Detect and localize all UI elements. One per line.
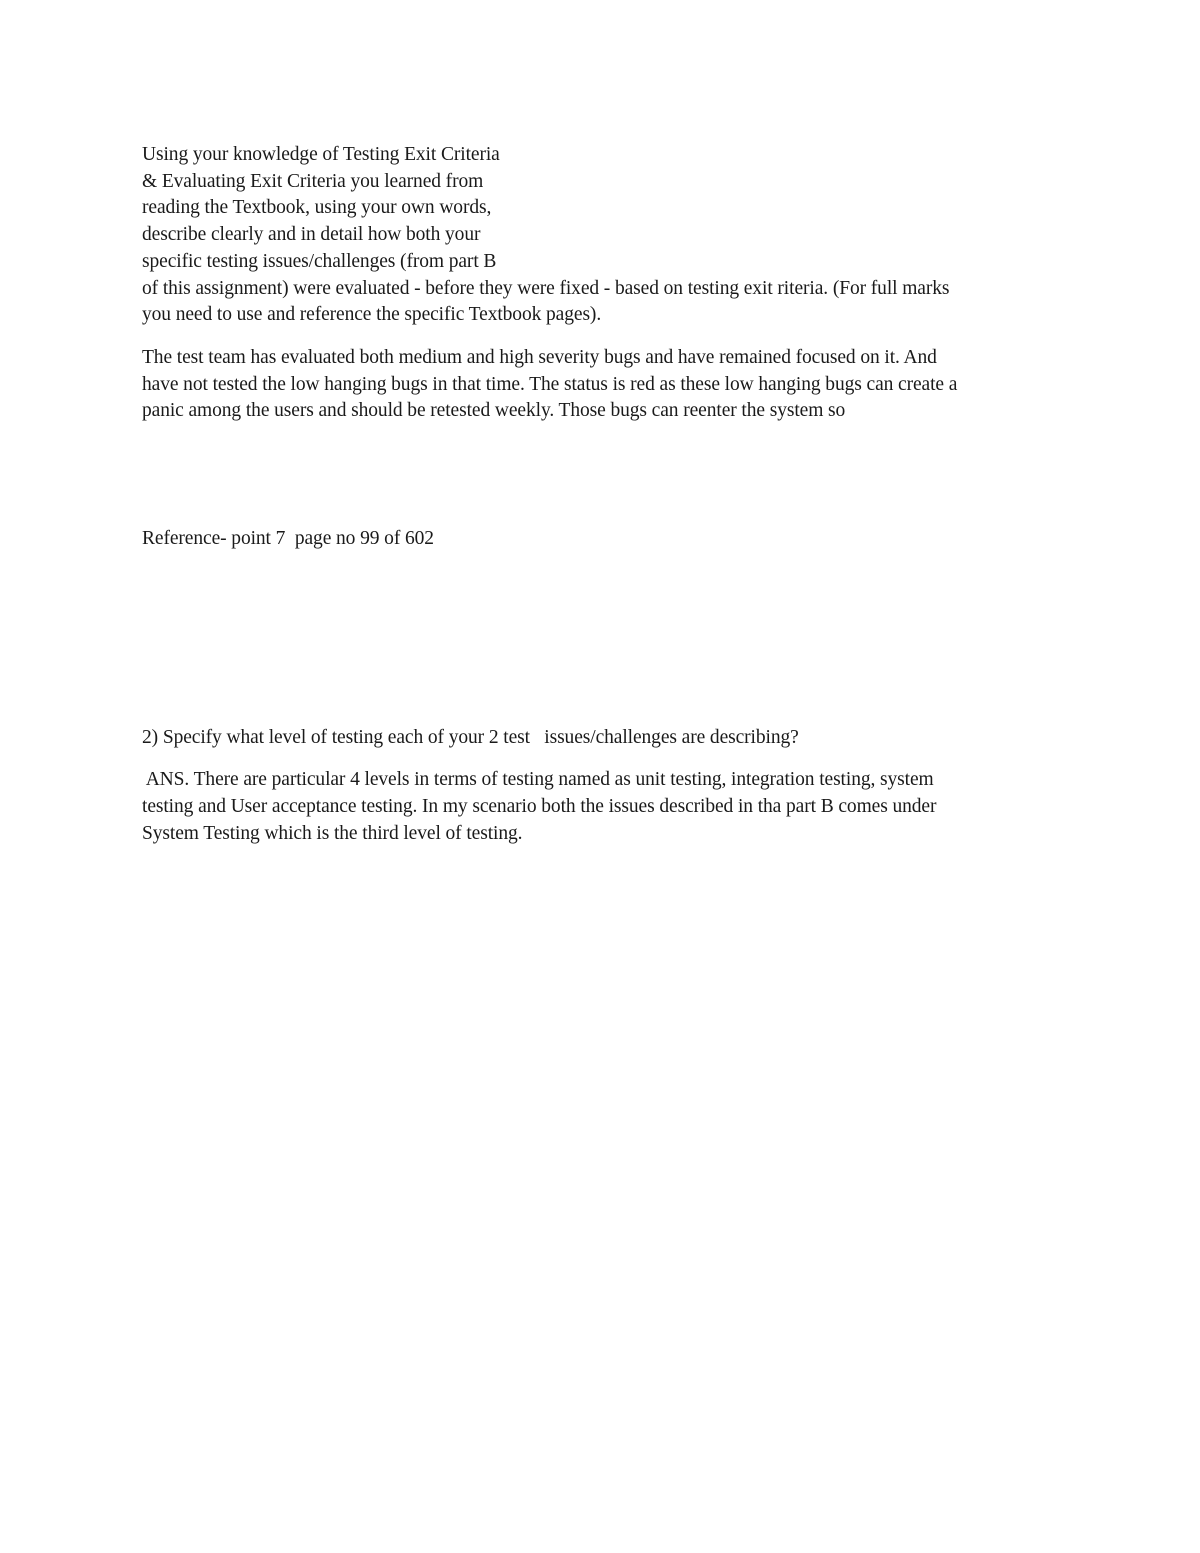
question-1-line: reading the Textbook, using your own words,: [142, 197, 492, 218]
question-1-line: of this assignment) were evaluated - before they were fixed - based on testing exit riteria. (For full marks: [142, 278, 950, 299]
answer-2-line: System Testing which is the third level of testing.: [142, 823, 523, 844]
question-1-line: you need to use and reference the specific Textbook pages).: [142, 304, 602, 325]
question-1-line: describe clearly and in detail how both your: [142, 224, 481, 245]
reference-line: Reference- point 7 page no 99 of 602: [142, 528, 434, 549]
question-1-line: & Evaluating Exit Criteria you learned from: [142, 171, 484, 192]
question-2: 2) Specify what level of testing each of your 2 test issues/challenges are describing?: [142, 727, 799, 748]
answer-2-line: testing and User acceptance testing. In my scenario both the issues described in tha part B comes under: [142, 796, 937, 817]
answer-1-line: have not tested the low hanging bugs in that time. The status is red as these low hanging bugs can create a: [142, 374, 958, 395]
answer-2-line: ANS. There are particular 4 levels in terms of testing named as unit testing, integration testing, system: [142, 769, 934, 790]
answer-1-line: panic among the users and should be retested weekly. Those bugs can reenter the system so: [142, 400, 846, 421]
question-1-line: Using your knowledge of Testing Exit Criteria: [142, 144, 500, 165]
question-1-line: specific testing issues/challenges (from part B: [142, 251, 497, 272]
answer-1-line: The test team has evaluated both medium and high severity bugs and have remained focused on it. And: [142, 347, 937, 368]
